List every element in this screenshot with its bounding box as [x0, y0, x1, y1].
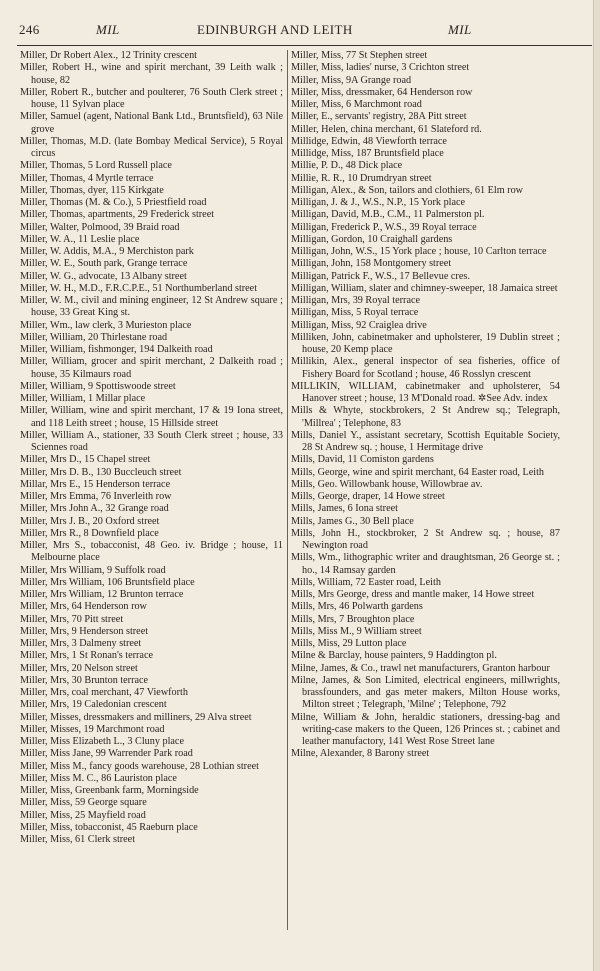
- directory-entry: Miller, W. M., civil and mining engineer, 12 St Andrew square ; house, 33 Great King st.: [20, 295, 283, 319]
- directory-entry: Milligan, J. & J., W.S., N.P., 15 York place: [291, 197, 466, 208]
- directory-entry: Miller, Mrs William, 106 Bruntsfield place: [20, 576, 195, 588]
- directory-entry: Miller, William A., stationer, 33 South Clerk street ; house, 33 Sciennes road: [20, 429, 283, 453]
- header-rule: [17, 45, 592, 46]
- directory-entry: Milligan, John, 158 Montgomery street: [291, 258, 452, 270]
- directory-entry: Miller, Thomas, 4 Myrtle terrace: [20, 172, 154, 184]
- directory-entry: Miller, Mrs, 1 St Ronan's terrace: [20, 650, 153, 662]
- directory-entry: Miller, Miss, 77 St Stephen street: [291, 50, 428, 61]
- directory-entry: Miller, Mrs, coal merchant, 47 Viewforth: [20, 687, 188, 698]
- directory-entry: Milne & Barclay, house painters, 9 Haddington pl.: [291, 650, 497, 662]
- directory-entry: Miller, Thomas, apartments, 29 Frederick street: [20, 209, 215, 221]
- directory-entry: Millidge, Miss, 187 Bruntsfield place: [291, 148, 444, 159]
- directory-entry: Miller, Walter, Polmood, 39 Braid road: [20, 221, 180, 233]
- directory-entry: Mills, Geo. Willowbank house, Willowbrae av.: [291, 478, 483, 490]
- directory-entry: Miller, Mrs, 3 Dalmeny street: [20, 638, 142, 649]
- page-edge: [593, 0, 600, 971]
- directory-entry: Miller, Miss, 59 George square: [20, 797, 147, 809]
- directory-entry: Milligan, Miss, 92 Craiglea drive: [291, 319, 427, 331]
- directory-entry: Millie, P. D., 48 Dick place: [291, 160, 403, 172]
- directory-entry: Miller, Miss, 9A Grange road: [291, 74, 412, 86]
- directory-entry: Milligan, David, M.B., C.M., 11 Palmerston pl.: [291, 209, 485, 221]
- directory-entry: Miller, Mrs, 70 Pitt street: [20, 613, 124, 625]
- directory-entry: Miller, W. A., 11 Leslie place: [20, 233, 140, 245]
- directory-entry: Miller, William, 1 Millar place: [20, 393, 146, 404]
- directory-entry: Mills, Mrs, 46 Polwarth gardens: [291, 601, 423, 613]
- directory-entry: Miller, Miss, tobacconist, 45 Raeburn place: [20, 821, 198, 833]
- directory-entry: Miller, Mrs R., 8 Downfield place: [20, 527, 159, 539]
- left-column: [20, 50, 283, 846]
- page-number: 246: [19, 22, 40, 37]
- directory-entry: Mills, George, wine and spirit merchant, 64 Easter road, Leith: [291, 466, 545, 478]
- directory-entry: Mills, David, 11 Comiston gardens: [291, 454, 434, 466]
- header-keyword-left: MIL: [96, 22, 120, 37]
- right-column: [291, 50, 560, 761]
- directory-entry: Miller, William, grocer and spirit merchant, 2 Dalkeith road ; house, 35 Kilmaurs road: [20, 356, 283, 380]
- directory-entry: Miller, Dr Robert Alex., 12 Trinity crescent: [20, 50, 198, 61]
- directory-entry: Millikin, Alex., general inspector of sea fisheries, office of Fishery Board for Scotland ; house, 46 Rosslyn crescent: [291, 356, 560, 380]
- directory-entry: Miller, Misses, dressmakers and milliners, 29 Alva street: [20, 711, 252, 723]
- directory-entry: Miller, Robert H., wine and spirit merchant, 39 Leith walk ; house, 82: [20, 62, 283, 86]
- directory-entry: Milligan, Mrs, 39 Royal terrace: [291, 295, 421, 306]
- directory-entry: Mills, John H., stockbroker, 2 St Andrew sq. ; house, 87 Newington road: [291, 527, 560, 551]
- directory-entry: Milligan, Alex., & Son, tailors and clothiers, 61 Elm row: [291, 184, 524, 196]
- directory-entry: Miller, Thomas, dyer, 115 Kirkgate: [20, 184, 164, 196]
- directory-entry: Miller, Miss, ladies' nurse, 3 Crichton street: [291, 62, 470, 74]
- directory-entry: Miller, Helen, china merchant, 61 Slateford rd.: [291, 123, 482, 135]
- directory-entry: Miller, Thomas, 5 Lord Russell place: [20, 160, 172, 172]
- directory-entry: Mills, George, draper, 14 Howe street: [291, 491, 445, 502]
- directory-entry: Milligan, William, slater and chimney-sweeper, 18 Jamaica street: [291, 282, 558, 294]
- directory-entry: Miller, W. E., South park, Grange terrace: [20, 258, 188, 270]
- directory-entry: Miller, Wm., law clerk, 3 Murieston place: [20, 319, 192, 331]
- directory-entry: Millar, Mrs E., 15 Henderson terrace: [20, 478, 171, 490]
- directory-entry: Mills, William, 72 Easter road, Leith: [291, 576, 441, 588]
- directory-entry: Miller, Thomas, M.D. (late Bombay Medical Service), 5 Royal circus: [20, 135, 283, 159]
- directory-entry: Milne, William & John, heraldic stationers, dressing-bag and writing-case makers to the Queen, 126 Princes st. ; cabinet and leather manufactory, 141 West Rose Street lane: [291, 711, 560, 747]
- directory-entry: Milligan, Patrick F., W.S., 17 Bellevue cres.: [291, 270, 470, 282]
- directory-entry: Mills, Mrs George, dress and mantle maker, 14 Howe street: [291, 589, 535, 600]
- page-header: [0, 22, 600, 42]
- directory-entry: Mills, Miss M., 9 William street: [291, 625, 422, 637]
- directory-entry: Miller, Mrs John A., 32 Grange road: [20, 503, 169, 515]
- directory-entry: Millidge, Edwin, 48 Viewforth terrace: [291, 135, 447, 147]
- directory-entry: Miller, Mrs William, 12 Brunton terrace: [20, 589, 184, 600]
- header-keyword-right: MIL: [448, 22, 472, 37]
- directory-entry: Miller, Miss M. C., 86 Lauriston place: [20, 772, 177, 784]
- directory-entry: Miller, William, 9 Spottiswoode street: [20, 380, 176, 392]
- directory-entry: Miller, Mrs Emma, 76 Inverleith row: [20, 491, 172, 502]
- directory-entry: Miller, W. Addis, M.A., 9 Merchiston park: [20, 246, 194, 257]
- directory-entry: Miller, Samuel (agent, National Bank Ltd., Bruntsfield), 63 Nile grove: [20, 111, 283, 135]
- directory-entry: Mills, James, 6 Iona street: [291, 503, 398, 515]
- directory-entry: Miller, Mrs, 20 Nelson street: [20, 662, 138, 674]
- directory-entry: Miller, Miss, 61 Clerk street: [20, 834, 136, 845]
- directory-entry: Milligan, Miss, 5 Royal terrace: [291, 307, 419, 319]
- directory-entry: Mills, Daniel Y., assistant secretary, Scottish Equitable Society, 28 St Andrew sq. ; house, 1 Hermitage drive: [291, 429, 560, 453]
- directory-entry: Miller, Mrs, 30 Brunton terrace: [20, 674, 149, 686]
- directory-entry: Milligan, John, W.S., 15 York place ; house, 10 Carlton terrace: [291, 246, 547, 257]
- directory-entry: Miller, William, fishmonger, 194 Dalkeith road: [20, 344, 213, 355]
- directory-entry: Milligan, Frederick P., W.S., 39 Royal terrace: [291, 221, 477, 233]
- directory-entry: Milne, James, & Son Limited, electrical engineers, millwrights, brassfounders, and gas meter makers, Milton House works, Milton street ; Telegraph, 'Milne' ; Telephone, 792: [291, 674, 560, 711]
- directory-entry: Milne, Alexander, 8 Barony street: [291, 748, 430, 760]
- directory-entry: Miller, W. H., M.D., F.R.C.P.E., 51 Northumberland street: [20, 282, 258, 294]
- directory-entry: Miller, Miss, dressmaker, 64 Henderson row: [291, 86, 473, 98]
- directory-entry: Milligan, Gordon, 10 Craighall gardens: [291, 233, 453, 245]
- column-divider: [287, 50, 288, 930]
- directory-entry: Miller, Miss, Greenbank farm, Morningside: [20, 785, 199, 796]
- directory-entry: Milliken, John, cabinetmaker and upholsterer, 19 Dublin street ; house, 20 Kemp place: [291, 331, 560, 355]
- directory-entry: Miller, Mrs D., 15 Chapel street: [20, 454, 151, 466]
- directory-entry: Mills & Whyte, stockbrokers, 2 St Andrew sq.; Telegraph, 'Millrea' ; Telephone, 83: [291, 405, 560, 429]
- directory-entry: Miller, Mrs J. B., 20 Oxford street: [20, 515, 160, 527]
- directory-entry: Miller, Miss Elizabeth L., 3 Cluny place: [20, 736, 184, 747]
- directory-entry: Miller, Mrs D. B., 130 Buccleuch street: [20, 466, 182, 478]
- directory-entry: Miller, Miss M., fancy goods warehouse, 28 Lothian street: [20, 760, 259, 772]
- directory-entry: Miller, Mrs, 19 Caledonian crescent: [20, 699, 167, 711]
- directory-entry: Miller, Mrs, 9 Henderson street: [20, 625, 149, 637]
- directory-entry: Miller, Mrs S., tobacconist, 48 Geo. iv. Bridge ; house, 11 Melbourne place: [20, 540, 283, 564]
- page-title: EDINBURGH AND LEITH: [197, 22, 353, 37]
- directory-entry: Miller, Robert R., butcher and poulterer, 76 South Clerk street ; house, 11 Sylvan place: [20, 86, 283, 110]
- directory-entry: Mills, Wm., lithographic writer and draughtsman, 26 George st. ; ho., 14 Ramsay garden: [291, 552, 560, 576]
- directory-entry: Miller, William, 20 Thirlestane road: [20, 331, 168, 343]
- directory-entry: Miller, Mrs, 64 Henderson row: [20, 601, 147, 613]
- directory-entry: Miller, W. G., advocate, 13 Albany street: [20, 270, 187, 282]
- directory-entry: Miller, William, wine and spirit merchant, 17 & 19 Iona street, and 118 Leith street ; house, 15 Hillside street: [20, 405, 283, 429]
- directory-entry: Miller, Mrs William, 9 Suffolk road: [20, 564, 166, 576]
- directory-entry: Miller, Miss Jane, 99 Warrender Park road: [20, 748, 193, 760]
- directory-entry: Mills, Miss, 29 Lutton place: [291, 638, 407, 649]
- directory-entry: Miller, Misses, 19 Marchmont road: [20, 723, 165, 735]
- directory-entry: MILLIKIN, WILLIAM, cabinetmaker and upholsterer, 54 Hanover street ; house, 13 M'Donald road. ✲See Adv. index: [291, 380, 560, 404]
- directory-entry: Miller, E., servants' registry, 28A Pitt street: [291, 111, 467, 123]
- directory-entry: Miller, Thomas (M. & Co.), 5 Priestfield road: [20, 197, 207, 208]
- directory-entry: Milne, James, & Co., trawl net manufacturers, Granton harbour: [291, 662, 550, 674]
- directory-entry: Miller, Miss, 6 Marchmont road: [291, 99, 422, 110]
- directory-entry: Mills, Mrs, 7 Broughton place: [291, 613, 415, 625]
- directory-entry: Mills, James G., 30 Bell place: [291, 515, 414, 527]
- directory-entry: Millie, R. R., 10 Drumdryan street: [291, 172, 432, 184]
- directory-entry: Miller, Miss, 25 Mayfield road: [20, 809, 146, 821]
